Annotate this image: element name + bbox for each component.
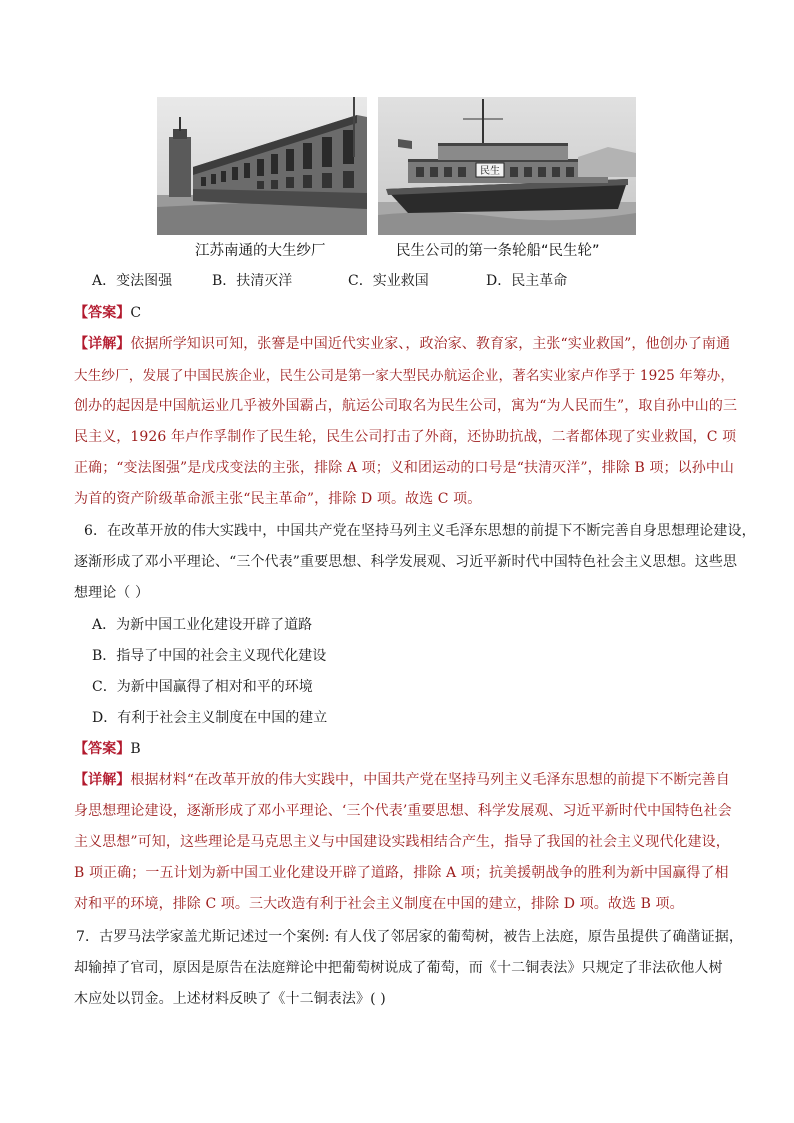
q5-detail-line: 民主义，1926 年卢作孚制作了民生轮，民生公司打击了外商，还协助抗战，二者都体现了实业救国，C 项 (74, 429, 737, 445)
q5-answer (74, 302, 141, 322)
ship-illustration (378, 97, 636, 235)
detail-text: 根据材料“在改革开放的伟大实践中，中国共产党在坚持马列主义毛泽东思想的前提下不断完善自 (130, 772, 730, 788)
q6-option-b: B．指导了中国的社会主义现代化建设 (92, 648, 327, 664)
q7-stem-line: 木应处以罚金。上述材料反映了《十二铜表法》( ) (74, 991, 386, 1007)
q6-option-c: C．为新中国赢得了相对和平的环境 (92, 679, 313, 695)
ship-name-sign: 民生 (480, 166, 500, 177)
q6-stem-line: 6．在改革开放的伟大实践中，中国共产党在坚持马列主义毛泽东思想的前提下不断完善自身思想理论建设， (84, 523, 756, 539)
q5-option-d: D．民主革命 (486, 273, 568, 289)
q5-detail-line: 大生纱厂，发展了中国民族企业，民生公司是第一家大型民办航运企业，著名实业家卢作孚于 1925 年筹办， (74, 368, 735, 384)
answer-tag: 【答案】 (74, 305, 131, 321)
q6-detail-line (74, 769, 730, 789)
q6-option-d: D．有利于社会主义制度在中国的建立 (92, 710, 328, 726)
factory-illustration (157, 97, 367, 235)
q6-detail-line: B 项正确；一五计划为新中国工业化建设开辟了道路，排除 A 项；抗美援朝战争的胜利为新中国赢得了相 (74, 865, 729, 881)
q6-stem-line: 逐渐形成了邓小平理论、“三个代表”重要思想、科学发展观、习近平新时代中国特色社会主义思想。这些思 (74, 554, 738, 570)
q6-answer (74, 738, 141, 758)
detail-tag: 【详解】 (74, 772, 131, 788)
q5-option-c: C．实业救国 (348, 273, 429, 289)
detail-text: 依据所学知识可知，张謇是中国近代实业家、，政治家、教育家，主张“实业救国”，他创办了南通 (130, 336, 731, 352)
answer-value: B (130, 741, 141, 757)
q5-detail-line: 正确；“变法图强”是戊戌变法的主张，排除 A 项；义和团运动的口号是“扶清灭洋”，排除 B 项；以孙中山 (74, 460, 735, 476)
photo-caption-ship: 民生公司的第一条轮船“民生轮” (396, 243, 600, 259)
ship-photo (378, 97, 636, 235)
q7-stem-line: 却输掉了官司，原因是原告在法庭辩论中把葡萄树说成了葡萄，而《十二铜表法》只规定了非法砍他人树 (74, 960, 723, 976)
q5-detail-line: 创办的起因是中国航运业几乎被外国霸占，航运公司取名为民生公司，寓为“为人民而生”，取自孙中山的三 (74, 398, 738, 414)
q6-detail-line: 主义思想”可知，这些理论是马克思主义与中国建设实践相结合产生，指导了我国的社会主义现代化建设， (74, 834, 730, 850)
q5-option-a: A．变法图强 (92, 273, 173, 289)
answer-value: C (130, 305, 142, 321)
answer-tag: 【答案】 (74, 741, 131, 757)
q5-detail-line (74, 333, 730, 353)
q5-detail-line: 为首的资产阶级革命派主张“民主革命”，排除 D 项。故选 C 项。 (74, 491, 482, 507)
q7-stem-line: 7．古罗马法学家盖尤斯记述过一个案例: 有人伐了邻居家的葡萄树，被告上法庭，原告虽提供了确凿证据， (76, 929, 743, 945)
photo-caption-factory: 江苏南通的大生纱厂 (195, 243, 326, 259)
factory-photo (157, 97, 367, 235)
detail-tag: 【详解】 (74, 336, 131, 352)
q5-option-b: B．扶清灭洋 (212, 273, 293, 289)
q6-detail-line: 身思想理论建设，逐渐形成了邓小平理论、‘三个代表’重要思想、科学发展观、习近平新时代中国特色社会 (74, 803, 732, 819)
q6-stem-line: 想理论（ ） (74, 585, 150, 601)
q6-detail-line: 对和平的环境，排除 C 项。三大改造有利于社会主义制度在中国的建立，排除 D 项。故选 B 项。 (74, 896, 684, 912)
q6-option-a: A．为新中国工业化建设开辟了道路 (92, 617, 313, 633)
